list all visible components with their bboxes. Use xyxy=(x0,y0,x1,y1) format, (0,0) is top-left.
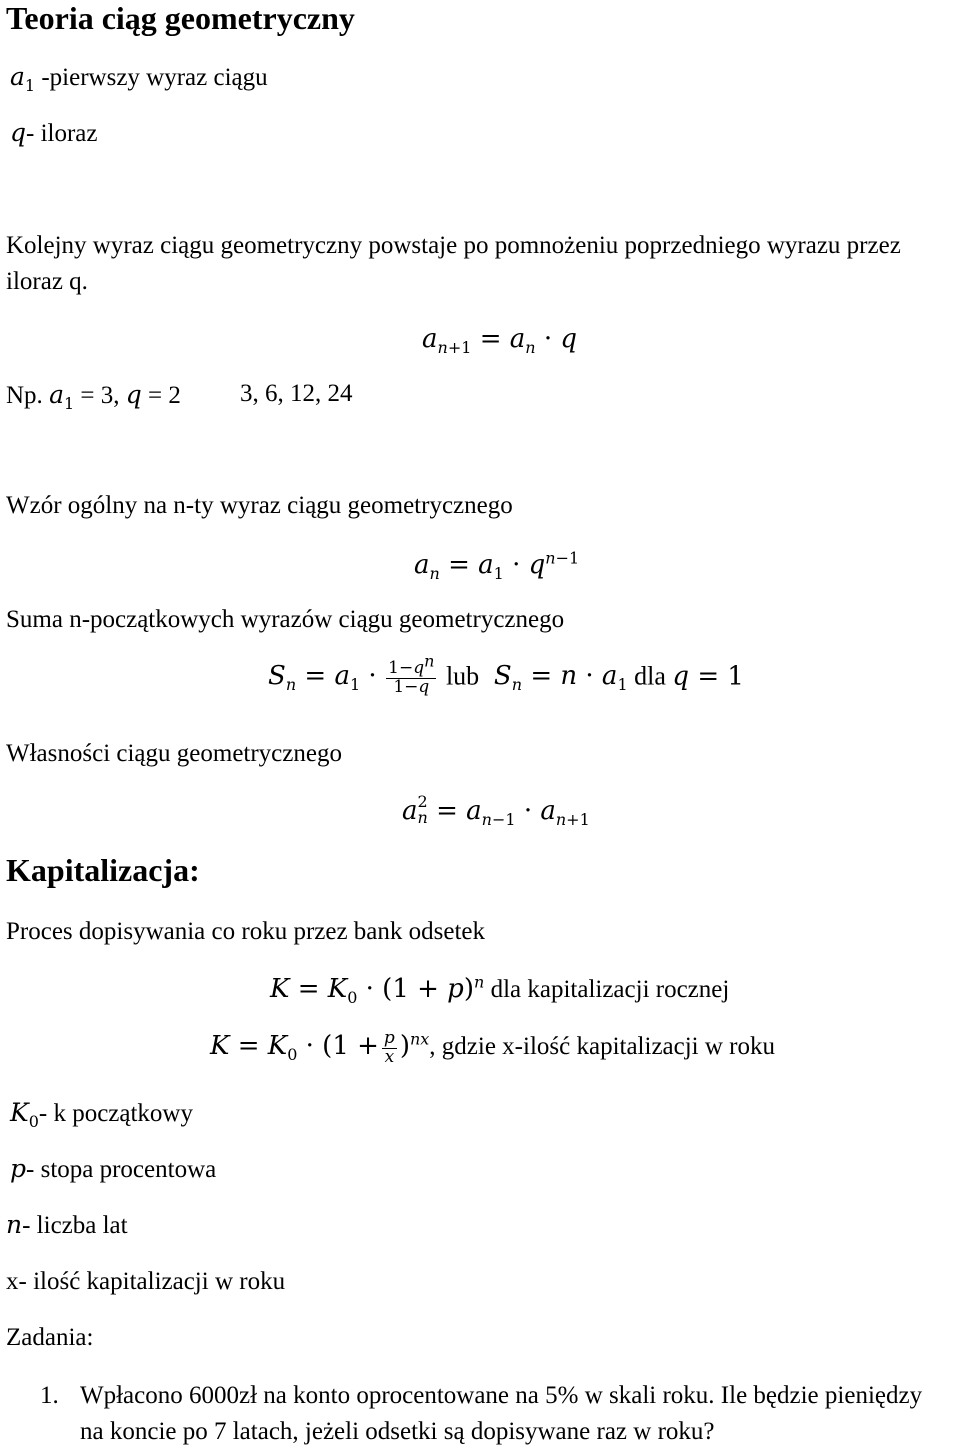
example-sequence: 3, 6, 12, 24 xyxy=(240,380,353,407)
task-number: 1. xyxy=(40,1382,59,1409)
multi-note: , gdzie x-ilość kapitalizacji w roku xyxy=(429,1033,776,1061)
q-symbol: q xyxy=(10,118,27,147)
definition-q xyxy=(10,118,98,148)
annual-capitalization-formula: $K = K_0 \cdot (1 + p)^n$ dla kapitalizacji rocznej xyxy=(270,972,730,1008)
example-prefix: Np. xyxy=(6,382,43,409)
definition-a1 xyxy=(10,62,268,95)
example-equals-2: = xyxy=(148,382,163,409)
sum-or-word: lub xyxy=(445,661,480,691)
annual-note: dla kapitalizacji rocznej xyxy=(490,976,730,1003)
example-comma: , xyxy=(113,382,120,409)
p-description: - stopa procentowa xyxy=(26,1156,217,1183)
properties-label: Własności ciągu geometrycznego xyxy=(6,740,342,767)
legend-x: x- ilość kapitalizacji w roku xyxy=(6,1268,286,1295)
sum-for-word: dla xyxy=(634,661,666,691)
n-symbol: n xyxy=(6,1210,23,1239)
example-a1-symbol: $a_1$ xyxy=(49,380,75,413)
intro-paragraph: Kolejny wyraz ciągu geometryczny powstaje po pomnożeniu poprzedniego wyrazu przez iloraz q. xyxy=(6,232,901,295)
p-over-x-fraction: $\frac{p}{x}$ xyxy=(383,1028,395,1067)
legend-k0 xyxy=(10,1098,193,1131)
n-description: - liczba lat xyxy=(22,1212,128,1239)
example-a1-value: 3 xyxy=(100,382,114,409)
multi-capitalization-formula: $K = K_0 \cdot (1$ + $\frac{p}{x}$ )$^{nx}$, gdzie x-ilość kapitalizacji w roku xyxy=(210,1028,776,1067)
sum-label: Suma n-początkowych wyrazów ciągu geometrycznego xyxy=(6,606,565,633)
example-q-value: 2 xyxy=(168,382,181,409)
capitalization-description: Proces dopisywania co roku przez bank odsetek xyxy=(6,918,486,945)
a1-symbol: $a_1$ xyxy=(10,62,36,95)
example-line xyxy=(6,380,181,413)
example-q-symbol: q xyxy=(125,380,142,409)
k0-description: - k początkowy xyxy=(38,1100,193,1127)
example-equals: = xyxy=(80,382,95,409)
tasks-heading: Zadania: xyxy=(6,1324,94,1351)
a1-description: -pierwszy wyraz ciągu xyxy=(41,64,268,91)
general-term-formula: $a_n = a_1 \cdot q^{n-1}$ xyxy=(414,548,580,584)
recurrence-formula: $a_{n+1} = a_n \cdot q$ xyxy=(422,324,578,358)
task-item xyxy=(40,1378,946,1450)
properties-formula: a 2 n = $a_{n-1} \cdot a_{n+1}$ xyxy=(402,792,590,830)
sum-formula: $S_n = a_1$ · $\frac{1-q^n}{1-q}$ lub $S_n = n \cdot a_1$ dla q = 1 xyxy=(268,651,744,697)
legend-n xyxy=(6,1210,128,1240)
q-description: - iloraz xyxy=(26,120,98,147)
general-term-label: Wzór ogólny na n-ty wyraz ciągu geometrycznego xyxy=(6,492,513,519)
k0-symbol: $K_0$ xyxy=(10,1098,39,1131)
page-title: Teoria ciąg geometryczny xyxy=(6,0,355,36)
legend-p xyxy=(10,1154,216,1184)
sum-fraction: $\frac{1-q^n}{1-q}$ xyxy=(388,651,435,697)
p-symbol: p xyxy=(10,1154,27,1183)
capitalization-heading: Kapitalizacja: xyxy=(6,852,200,888)
task-text: Wpłacono 6000zł na konto oprocentowane na 5% w skali roku. Ile będzie pieniędzy na koncie po 7 latach, jeżeli odsetki są dopisywane raz w roku? xyxy=(80,1382,923,1445)
